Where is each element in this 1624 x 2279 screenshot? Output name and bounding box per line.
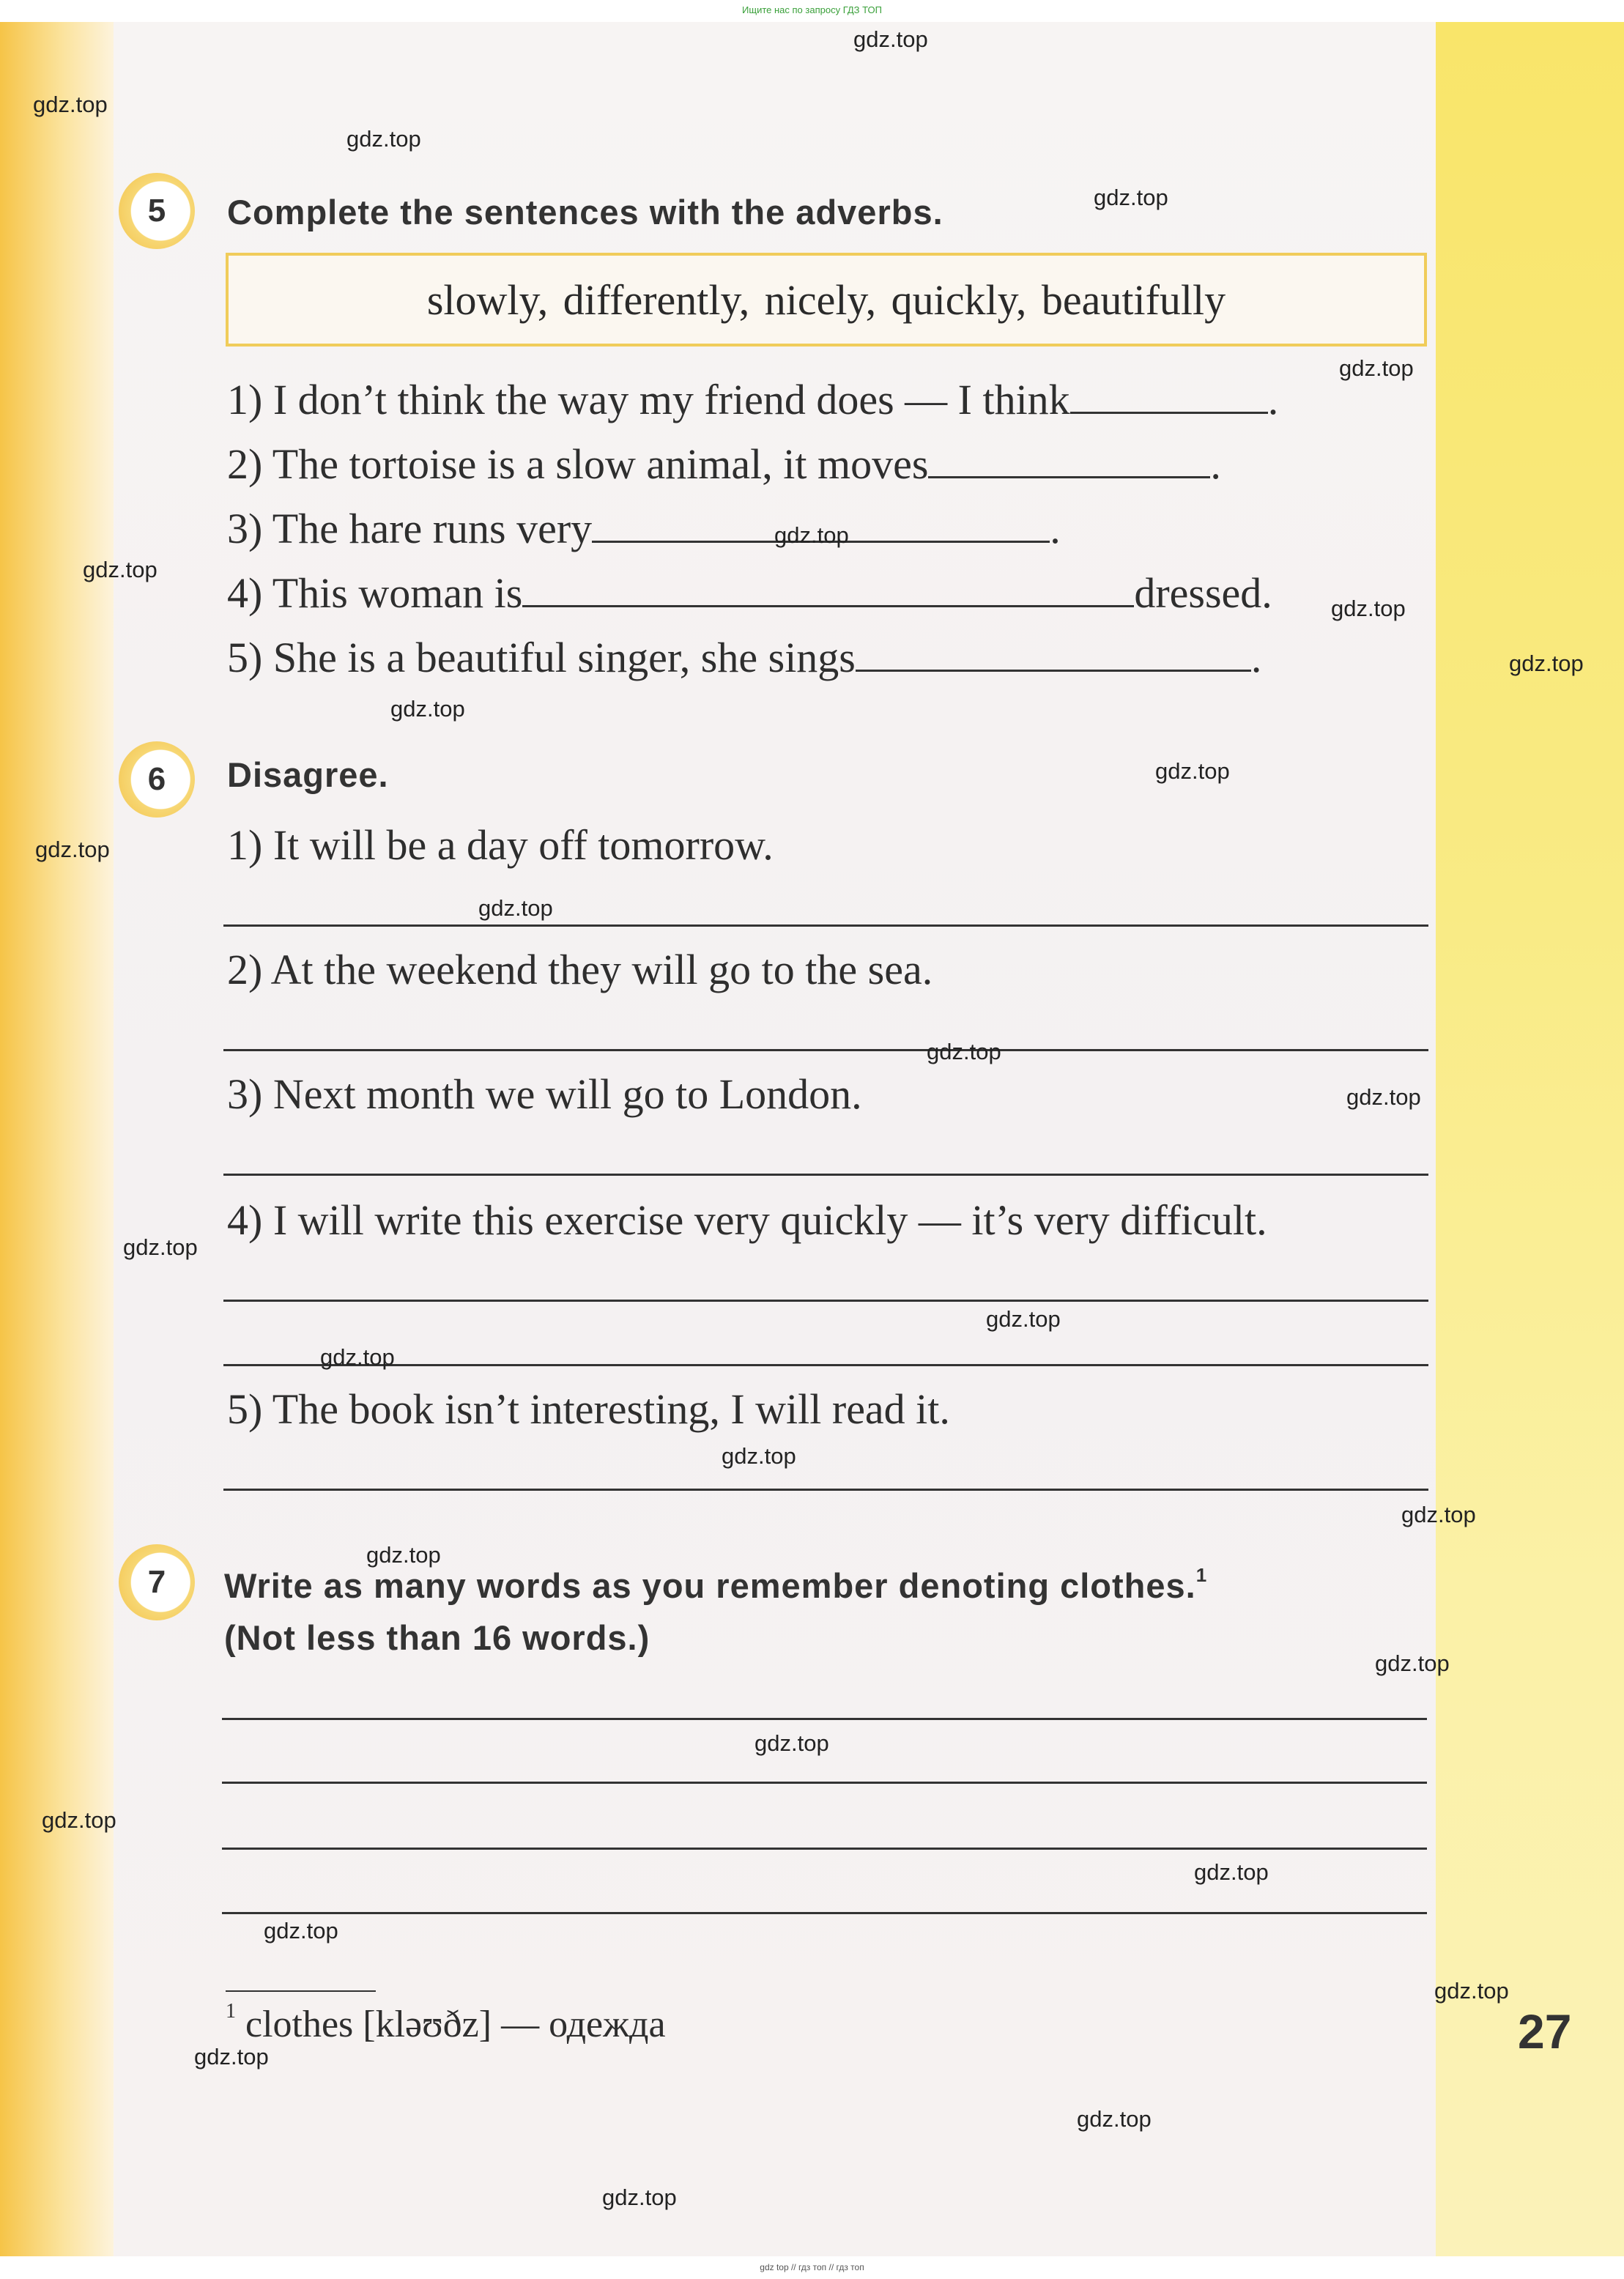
ex6-item-1: 1) It will be a day off tomorrow. — [227, 821, 774, 869]
right-margin-strip — [1436, 22, 1624, 2256]
ex5-item-2-text: 2) The tortoise is a slow animal, it moves — [227, 440, 929, 488]
ex5-item-2 — [227, 438, 1221, 489]
watermark: gdz.top — [722, 1443, 796, 1469]
watermark: gdz.top — [83, 557, 157, 582]
ex5-item-1-end: . — [1267, 376, 1279, 423]
adverbs-list: slowly, differently, nicely, quickly, beautifully — [426, 275, 1226, 324]
footnote-text: clothes [kləʊðz] — одежда — [245, 2004, 666, 2045]
watermark: gdz.top — [478, 895, 553, 921]
ex5-item-4-blank[interactable] — [522, 567, 1134, 607]
watermark: gdz.top — [1339, 355, 1414, 381]
ex5-item-3 — [227, 503, 1061, 553]
watermark: gdz.top — [754, 1730, 829, 1756]
exercise-7-title-line-1 — [224, 1564, 1207, 1606]
ex5-item-4-end: dressed. — [1134, 569, 1272, 617]
ex6-answer-line-2[interactable] — [223, 1049, 1428, 1051]
ex6-item-3: 3) Next month we will go to London. — [227, 1070, 862, 1118]
left-margin-strip — [0, 22, 114, 2256]
watermark: gdz.top — [1401, 1502, 1476, 1527]
ex5-item-5-text: 5) She is a beautiful singer, she sings — [227, 634, 856, 681]
watermark: gdz.top — [320, 1344, 395, 1370]
exercise-5-badge — [119, 173, 195, 249]
ex5-item-4 — [227, 567, 1272, 618]
watermark: gdz.top — [1194, 1859, 1269, 1885]
exercise-7-footnote-mark: 1 — [1195, 1564, 1208, 1586]
exercise-7-number: 7 — [147, 1564, 166, 1600]
ex6-answer-line-5[interactable] — [223, 1489, 1428, 1491]
watermark: gdz.top — [1331, 596, 1406, 621]
watermark: gdz.top — [1094, 185, 1168, 210]
watermark: gdz.top — [1375, 1650, 1450, 1676]
header-note: Ищите нас по запросу ГДЗ ТОП — [742, 4, 882, 15]
exercise-5-number: 5 — [147, 193, 166, 229]
page-number: 27 — [1518, 2004, 1572, 2058]
watermark: gdz.top — [42, 1807, 116, 1833]
watermark: gdz.top — [853, 26, 928, 52]
footnote-mark: 1 — [226, 2000, 236, 2023]
watermark: gdz.top — [927, 1039, 1001, 1064]
watermark: gdz.top — [1434, 1978, 1509, 2004]
watermark: gdz.top — [774, 522, 849, 548]
watermark: gdz.top — [1155, 758, 1230, 784]
ex5-item-5-blank[interactable] — [856, 631, 1251, 672]
ex7-answer-line-1[interactable] — [222, 1718, 1427, 1720]
watermark: gdz.top — [35, 837, 110, 862]
ex6-answer-line-1[interactable] — [223, 924, 1428, 927]
footnote-separator — [226, 1990, 376, 1992]
ex5-item-1-blank[interactable] — [1070, 374, 1268, 414]
watermark: gdz.top — [33, 92, 108, 117]
watermark: gdz.top — [346, 126, 421, 152]
ex7-answer-line-2[interactable] — [222, 1782, 1427, 1784]
exercise-5-title: Complete the sentences with the adverbs. — [227, 193, 943, 231]
ex5-item-2-end: . — [1210, 440, 1221, 488]
ex5-item-3-text: 3) The hare runs very — [227, 505, 593, 552]
watermark: gdz.top — [194, 2044, 269, 2069]
ex5-item-1 — [227, 374, 1278, 424]
footer-note: gdz top // гдз топ // гдз топ — [760, 2262, 864, 2272]
ex5-item-5-end: . — [1250, 634, 1262, 681]
ex5-item-4-text: 4) This woman is — [227, 569, 523, 617]
ex7-answer-line-3[interactable] — [222, 1848, 1427, 1850]
ex5-item-5 — [227, 631, 1261, 682]
watermark: gdz.top — [602, 2184, 677, 2210]
exercise-6-title: Disagree. — [227, 755, 389, 794]
ex7-answer-line-4[interactable] — [222, 1912, 1427, 1914]
ex6-item-2: 2) At the weekend they will go to the sea. — [227, 946, 933, 993]
watermark: gdz.top — [986, 1306, 1061, 1332]
watermark: gdz.top — [1346, 1084, 1421, 1110]
ex6-answer-line-4b[interactable] — [223, 1364, 1428, 1366]
watermark: gdz.top — [390, 696, 465, 722]
ex6-answer-line-3[interactable] — [223, 1174, 1428, 1176]
watermark: gdz.top — [1509, 651, 1584, 676]
exercise-7-title-line-2: (Not less than 16 words.) — [224, 1618, 650, 1657]
exercise-6-badge — [119, 741, 195, 818]
watermark: gdz.top — [264, 1918, 338, 1943]
adverbs-word-box — [226, 253, 1427, 347]
ex5-item-3-end: . — [1050, 505, 1061, 552]
exercise-7-title-text: Write as many words as you remember denoting clothes. — [224, 1566, 1196, 1605]
exercise-7-badge — [119, 1544, 195, 1620]
ex6-answer-line-4a[interactable] — [223, 1300, 1428, 1302]
watermark: gdz.top — [123, 1234, 198, 1260]
exercise-6-number: 6 — [147, 761, 166, 797]
ex6-item-5: 5) The book isn’t interesting, I will read it. — [227, 1385, 950, 1433]
watermark: gdz.top — [1077, 2106, 1152, 2132]
footnote — [226, 2000, 666, 2046]
watermark: gdz.top — [366, 1542, 441, 1568]
ex5-item-1-text: 1) I don’t think the way my friend does — I think — [227, 376, 1070, 423]
ex6-item-4: 4) I will write this exercise very quickly — it’s very difficult. — [227, 1196, 1267, 1244]
ex5-item-2-blank[interactable] — [928, 438, 1210, 478]
